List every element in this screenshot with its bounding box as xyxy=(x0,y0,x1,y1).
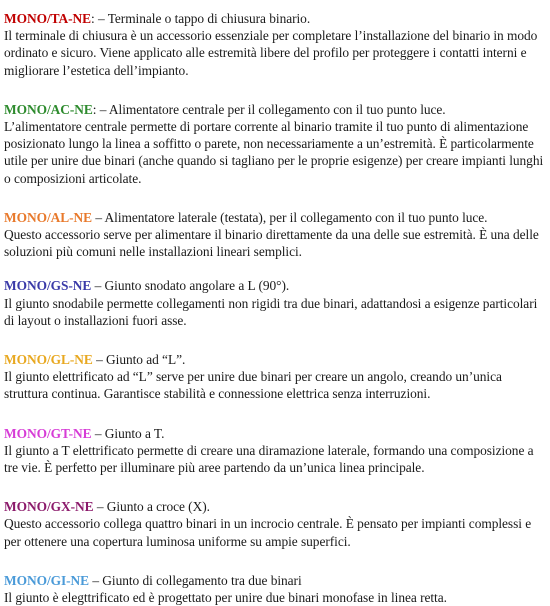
entry-description: Il giunto è elegttrificato ed è progettato per unire due binari monofase in linea retta. xyxy=(4,590,447,606)
entry-heading xyxy=(4,277,544,294)
entry-description: L’alimentatore centrale permette di portare corrente al binario tramite il tuo punto di alimentazione posizionato lungo la linea a soffitto o parete, non necessariamente a un’estremità. È particolarmente utile per unire due binari (anche quando si tagliano per le proprie esigenze) per creare impianti lunghi o composizioni articolate. xyxy=(4,119,544,186)
product-code: MONO/GX-NE xyxy=(4,499,94,515)
product-code: MONO/GL-NE xyxy=(4,352,93,368)
entry-description: Il giunto a T elettrificato permette di creare una diramazione laterale, formando una composizione a tre vie. È perfetto per illuminare più aree partendo da un’unica linea principale. xyxy=(4,442,534,476)
entry-giunto-t xyxy=(4,425,544,477)
entry-heading xyxy=(4,572,544,589)
entry-description: Il giunto elettrificato ad “L” serve per unire due binari per creare un angolo, creando un’unica struttura continua. Garantisce stabilità e connessione elettrica senza interruzioni. xyxy=(4,369,502,402)
entry-description: Il terminale di chiusura è un accessorio essenziale per completare l’installazione del binario in modo ordinato e sicuro. Viene applicato alle estremità libere del profilo per proteggere i contatti interni e migliorare l’estetica dell’impianto. xyxy=(4,28,538,78)
entry-heading xyxy=(4,498,544,515)
entry-heading xyxy=(4,101,544,118)
product-code: MONO/AL-NE xyxy=(4,209,93,225)
entry-description: Il giunto snodabile permette collegamenti non rigidi tra due binari, adattandosi a esigenze particolari di layout o installazioni fuori asse. xyxy=(4,295,538,328)
entry-title: – Giunto a croce (X). xyxy=(93,499,210,515)
entry-heading xyxy=(4,209,544,226)
product-code: MONO/GS-NE xyxy=(4,278,92,294)
entry-giunto-lineare xyxy=(4,572,544,606)
entry-title: – Alimentatore laterale (testata), per il collegamento con il tuo punto luce. xyxy=(92,209,488,225)
entry-title: – Giunto ad “L”. xyxy=(92,352,186,368)
entry-heading xyxy=(4,425,544,442)
entry-title: : – Terminale o tappo di chiusura binario. xyxy=(91,11,311,26)
product-code: MONO/TA-NE xyxy=(4,11,92,26)
product-code: MONO/GT-NE xyxy=(4,425,92,441)
entry-heading xyxy=(4,351,544,368)
entry-giunto-l xyxy=(4,351,544,403)
entry-alimentatore-centrale xyxy=(4,101,544,187)
entry-description: Questo accessorio serve per alimentare il binario direttamente da una delle sue estremità. È una delle soluzioni più comuni nelle installazioni lineari semplici. xyxy=(4,227,539,260)
product-code: MONO/GI-NE xyxy=(4,572,90,588)
entry-giunto-croce xyxy=(4,498,544,550)
entry-heading xyxy=(4,10,544,27)
entry-title: – Giunto di collegamento tra due binari xyxy=(89,572,302,588)
entry-title: : – Alimentatore centrale per il collegamento con il tuo punto luce. xyxy=(92,101,446,117)
entry-giunto-snodato xyxy=(4,277,544,329)
accessories-document xyxy=(4,10,544,606)
entry-description: Questo accessorio collega quattro binari in un incrocio centrale. È pensato per impianti complessi e per ottenere una copertura luminosa uniforme su ampie superfici. xyxy=(4,516,532,549)
entry-title: – Giunto snodato angolare a L (90°). xyxy=(91,278,290,294)
product-code: MONO/AC-NE xyxy=(4,101,93,117)
entry-title: – Giunto a T. xyxy=(91,425,165,441)
entry-alimentatore-laterale xyxy=(4,209,544,261)
entry-terminale xyxy=(4,10,544,79)
